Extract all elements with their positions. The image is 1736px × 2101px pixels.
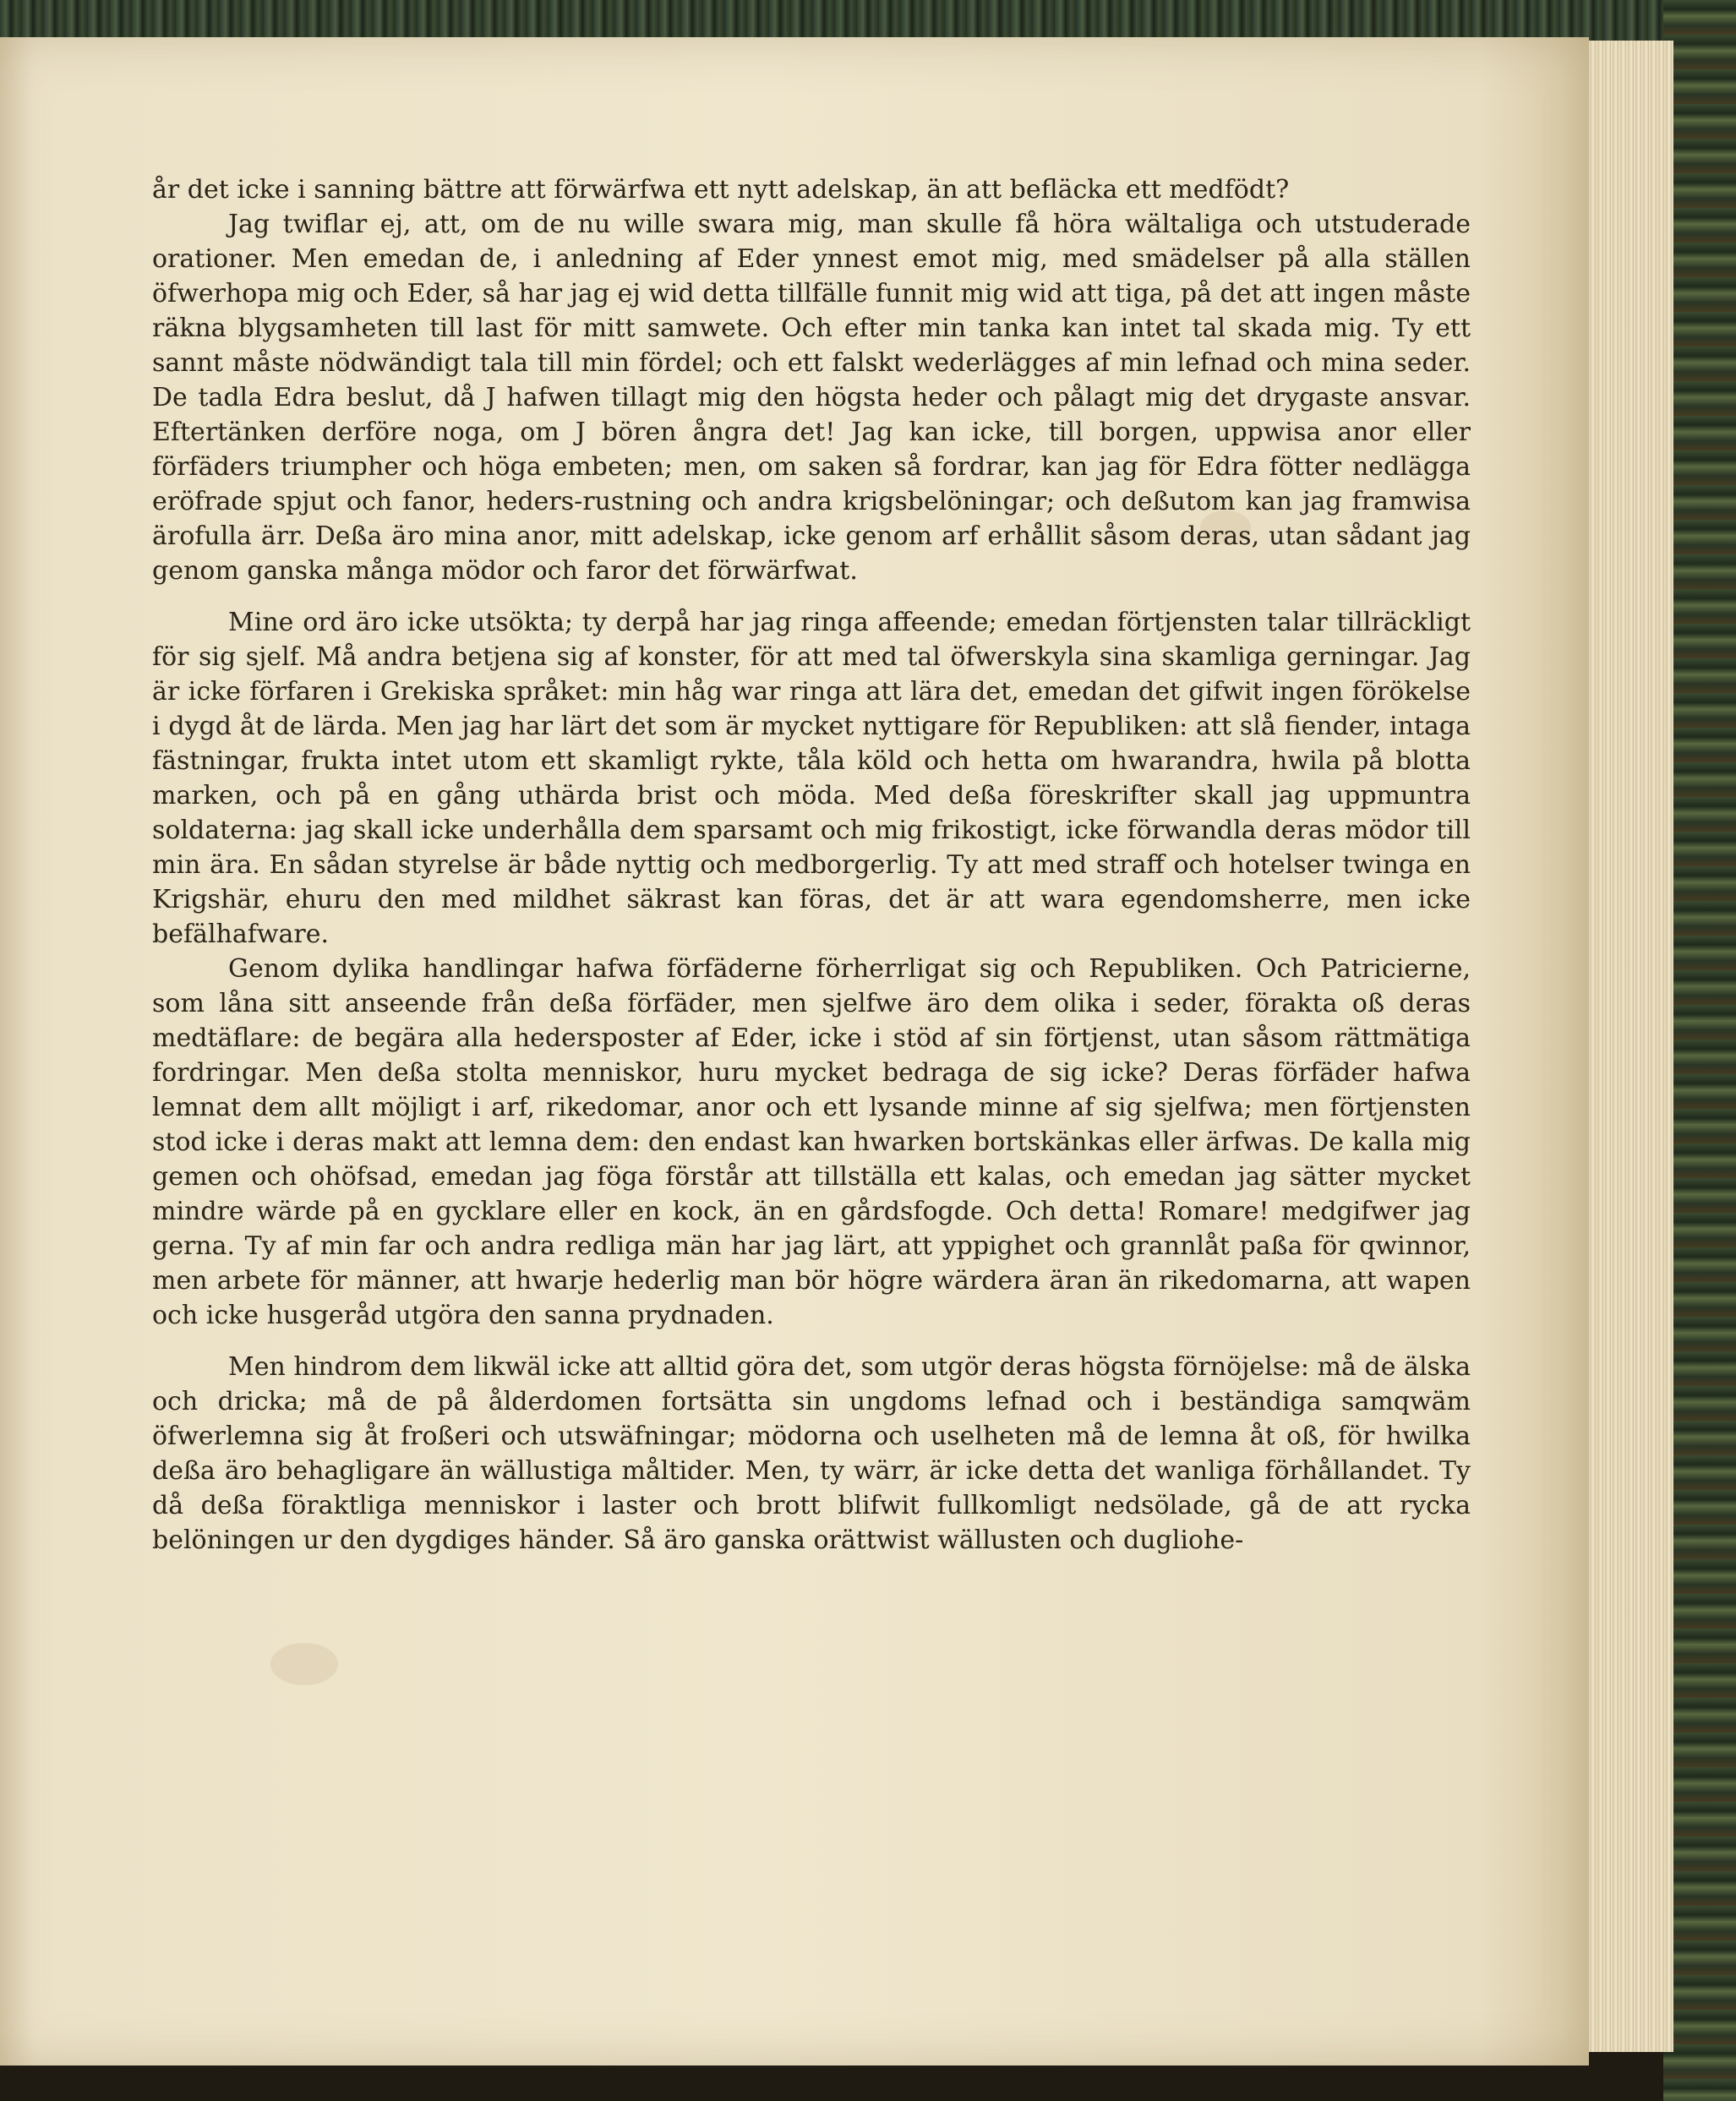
page-text [152,172,1471,1558]
book-page [0,37,1589,2066]
page-stack-edge [1579,41,1673,2052]
paragraph-4: Genom dylika handlingar hafwa förfäderne förherrligat sig och Republiken. Och Patricierne, som låna sitt anseende från deßa förfäder, men sjelfwe äro dem olika i seder, förakta oß deras medtäflare: de begära alla hedersposter af Eder, icke i stöd af sin förtjenst, utan såsom rättmätiga fordringar. Men deßa stolta menniskor, huru mycket bedraga de sig icke? Deras förfäder hafwa lemnat dem allt möjligt i arf, rikedomar, anor och ett lysande minne af sig sjelfwa; men förtjensten stod icke i deras makt att lemna dem: den endast kan hwarken bortskänkas eller ärfwas. De kalla mig gemen och ohöfsad, emedan jag föga förstår att tillställa ett kalas, och emedan jag sätter mycket mindre wärde på en gycklare eller en kock, än en gårdsfogde. Och detta! Romare! medgifwer jag gerna. Ty af min far och andra redliga män har jag lärt, att yppighet och grannlåt paßa för qwinnor, men arbete för männer, att hwarje hederlig man bör högre wärdera äran än rikedomarna, att wapen och icke husgeråd utgöra den sanna prydnaden. [152,954,1471,1330]
paragraph-3: Mine ord äro icke utsökta; ty derpå har jag ringa affeende; emedan förtjensten talar tillräckligt för sig sjelf. Må andra betjena sig af konster, för att med tal öfwerskyla sina skamliga gerningar. Jag är icke förfaren i Grekiska språket: min håg war ringa att lära det, emedan det gifwit ingen förökelse i dygd åt de lärda. Men jag har lärt det som är mycket nyttigare för Republiken: att slå fiender, intaga fästningar, frukta intet utom ett skamligt rykte, tåla köld och hetta om hwarandra, hwila på blotta marken, och på en gång uthärda brist och möda. Med deßa föreskrifter skall jag uppmuntra soldaterna: jag skall icke underhålla dem sparsamt och mig frikostigt, icke förwandla deras mödor till min ära. En sådan styrelse är både nyttig och medborgerlig. Ty att med straff och hotelser twinga en Krigshär, ehuru den med mildhet säkrast kan föras, det är att wara egendomsherre, men icke befälhafware. [152,608,1471,949]
paragraph-1: år det icke i sanning bättre att förwärfwa ett nytt adelskap, än att befläcka ett medfödt? [152,175,1290,205]
paper-stain [270,1643,338,1685]
paragraph-5: Men hindrom dem likwäl icke att alltid göra det, som utgör deras högsta förnöjelse: må de älska och dricka; må de på ålderdomen fortsätta sin ungdoms lefnad och i beständiga samqwäm öfwerlemna sig åt froßeri och utswäfningar; mödorna och uselheten må de lemna åt oß, för hwilka deßa äro behagligare än wällustiga måltider. Men, ty wärr, är icke detta det wanliga förhållandet. Ty då deßa föraktliga menniskor i laster och brott blifwit fullkomligt nedsölade, gå de att rycka belöningen ur den dygdiges händer. Så äro ganska orättwist wällusten och dugliohe- [152,1352,1471,1555]
paragraph-2: Jag twiflar ej, att, om de nu wille swara mig, man skulle få höra wältaliga och utstuderade orationer. Men emedan de, i anledning af Eder ynnest emot mig, med smädelser på alla ställen öfwerhopa mig och Eder, så har jag ej wid detta tillfälle funnit mig wid att tiga, på det att ingen måste räkna blygsamheten till last för mitt samwete. Och efter min tanka kan intet tal skada mig. Ty ett sannt måste nödwändigt tala till min fördel; och ett falskt wederlägges af min lefnad och mina seder. De tadla Edra beslut, då J hafwen tillagt mig den högsta heder och pålagt mig det drygaste ansvar. Eftertänken derföre noga, om J bören ångra det! Jag kan icke, till borgen, uppwisa anor eller förfäders triumpher och höga embeten; men, om saken så fordrar, kan jag för Edra fötter nedlägga eröfrade spjut och fanor, heders-rustning och andra krigsbelöningar; och deßutom kan jag framwisa ärofulla ärr. Deßa äro mina anor, mitt adelskap, icke genom arf erhållit såsom deras, utan sådant jag genom ganska många mödor och faror det förwärfwat. [152,210,1471,586]
book-cover-right-edge [1663,0,1736,2101]
